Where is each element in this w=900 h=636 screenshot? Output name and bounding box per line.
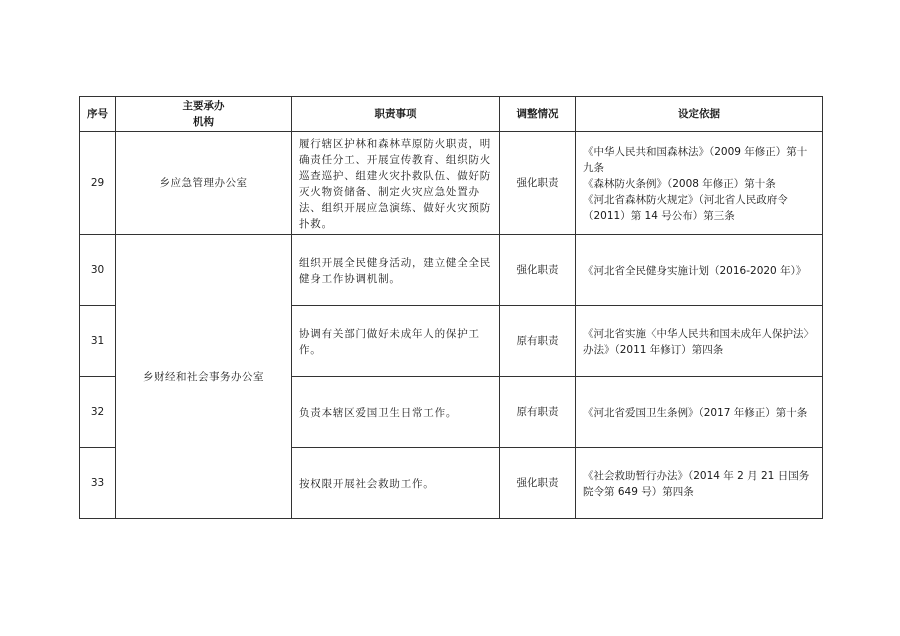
row-duty: 负责本辖区爱国卫生日常工作。: [292, 377, 500, 448]
basis-line: 《森林防火条例》（2008 年修正）第十条: [583, 178, 776, 190]
table-header-row: [80, 97, 823, 132]
row-org: 乡应急管理办公室: [116, 132, 292, 235]
row-number: 32: [80, 377, 116, 448]
row-status: 强化职责: [500, 448, 576, 519]
header-org: [116, 97, 292, 132]
row-duty: 协调有关部门做好未成年人的保护工作。: [292, 306, 500, 377]
row-basis: [576, 132, 823, 235]
header-org-line2: 机构: [193, 116, 214, 128]
row-status: 原有职责: [500, 306, 576, 377]
row-status: 强化职责: [500, 235, 576, 306]
row-number: 33: [80, 448, 116, 519]
row-basis: [576, 377, 823, 448]
row-basis: [576, 448, 823, 519]
table-row: [80, 132, 823, 235]
basis-line: 《河北省爱国卫生条例》（2017 年修正）第十条: [583, 407, 808, 419]
basis-line: 《社会救助暂行办法》（2014 年 2 月 21 日国务院令第 649 号）第四条: [583, 470, 810, 498]
row-basis: [576, 306, 823, 377]
header-no: 序号: [80, 97, 116, 132]
row-number: 29: [80, 132, 116, 235]
header-status: 调整情况: [500, 97, 576, 132]
row-number: 31: [80, 306, 116, 377]
header-basis: 设定依据: [576, 97, 823, 132]
basis-line: 《河北省森林防火规定》（河北省人民政府令（2011）第 14 号公布）第三条: [583, 194, 788, 222]
header-org-line1: 主要承办: [182, 100, 225, 112]
row-number: 30: [80, 235, 116, 306]
table-row: [80, 235, 823, 306]
header-duty: 职责事项: [292, 97, 500, 132]
row-basis: [576, 235, 823, 306]
basis-line: 《河北省实施〈中华人民共和国未成年人保护法〉办法》（2011 年修订）第四条: [583, 328, 814, 356]
row-duty: 组织开展全民健身活动，建立健全全民健身工作协调机制。: [292, 235, 500, 306]
row-status: 强化职责: [500, 132, 576, 235]
row-status: 原有职责: [500, 377, 576, 448]
row-duty: 履行辖区护林和森林草原防火职责，明确责任分工、开展宣传教育、组织防火巡查巡护、组建火灾扑救队伍、做好防灭火物资储备、制定火灾应急处置办法、组织开展应急演练、做好火灾预防扑救。: [292, 132, 500, 235]
row-org-merged: 乡财经和社会事务办公室: [116, 235, 292, 519]
basis-line: 《中华人民共和国森林法》（2009 年修正）第十九条: [583, 146, 808, 174]
duty-table: [79, 96, 823, 519]
row-duty: 按权限开展社会救助工作。: [292, 448, 500, 519]
basis-line: 《河北省全民健身实施计划（2016-2020 年）》: [583, 265, 807, 277]
